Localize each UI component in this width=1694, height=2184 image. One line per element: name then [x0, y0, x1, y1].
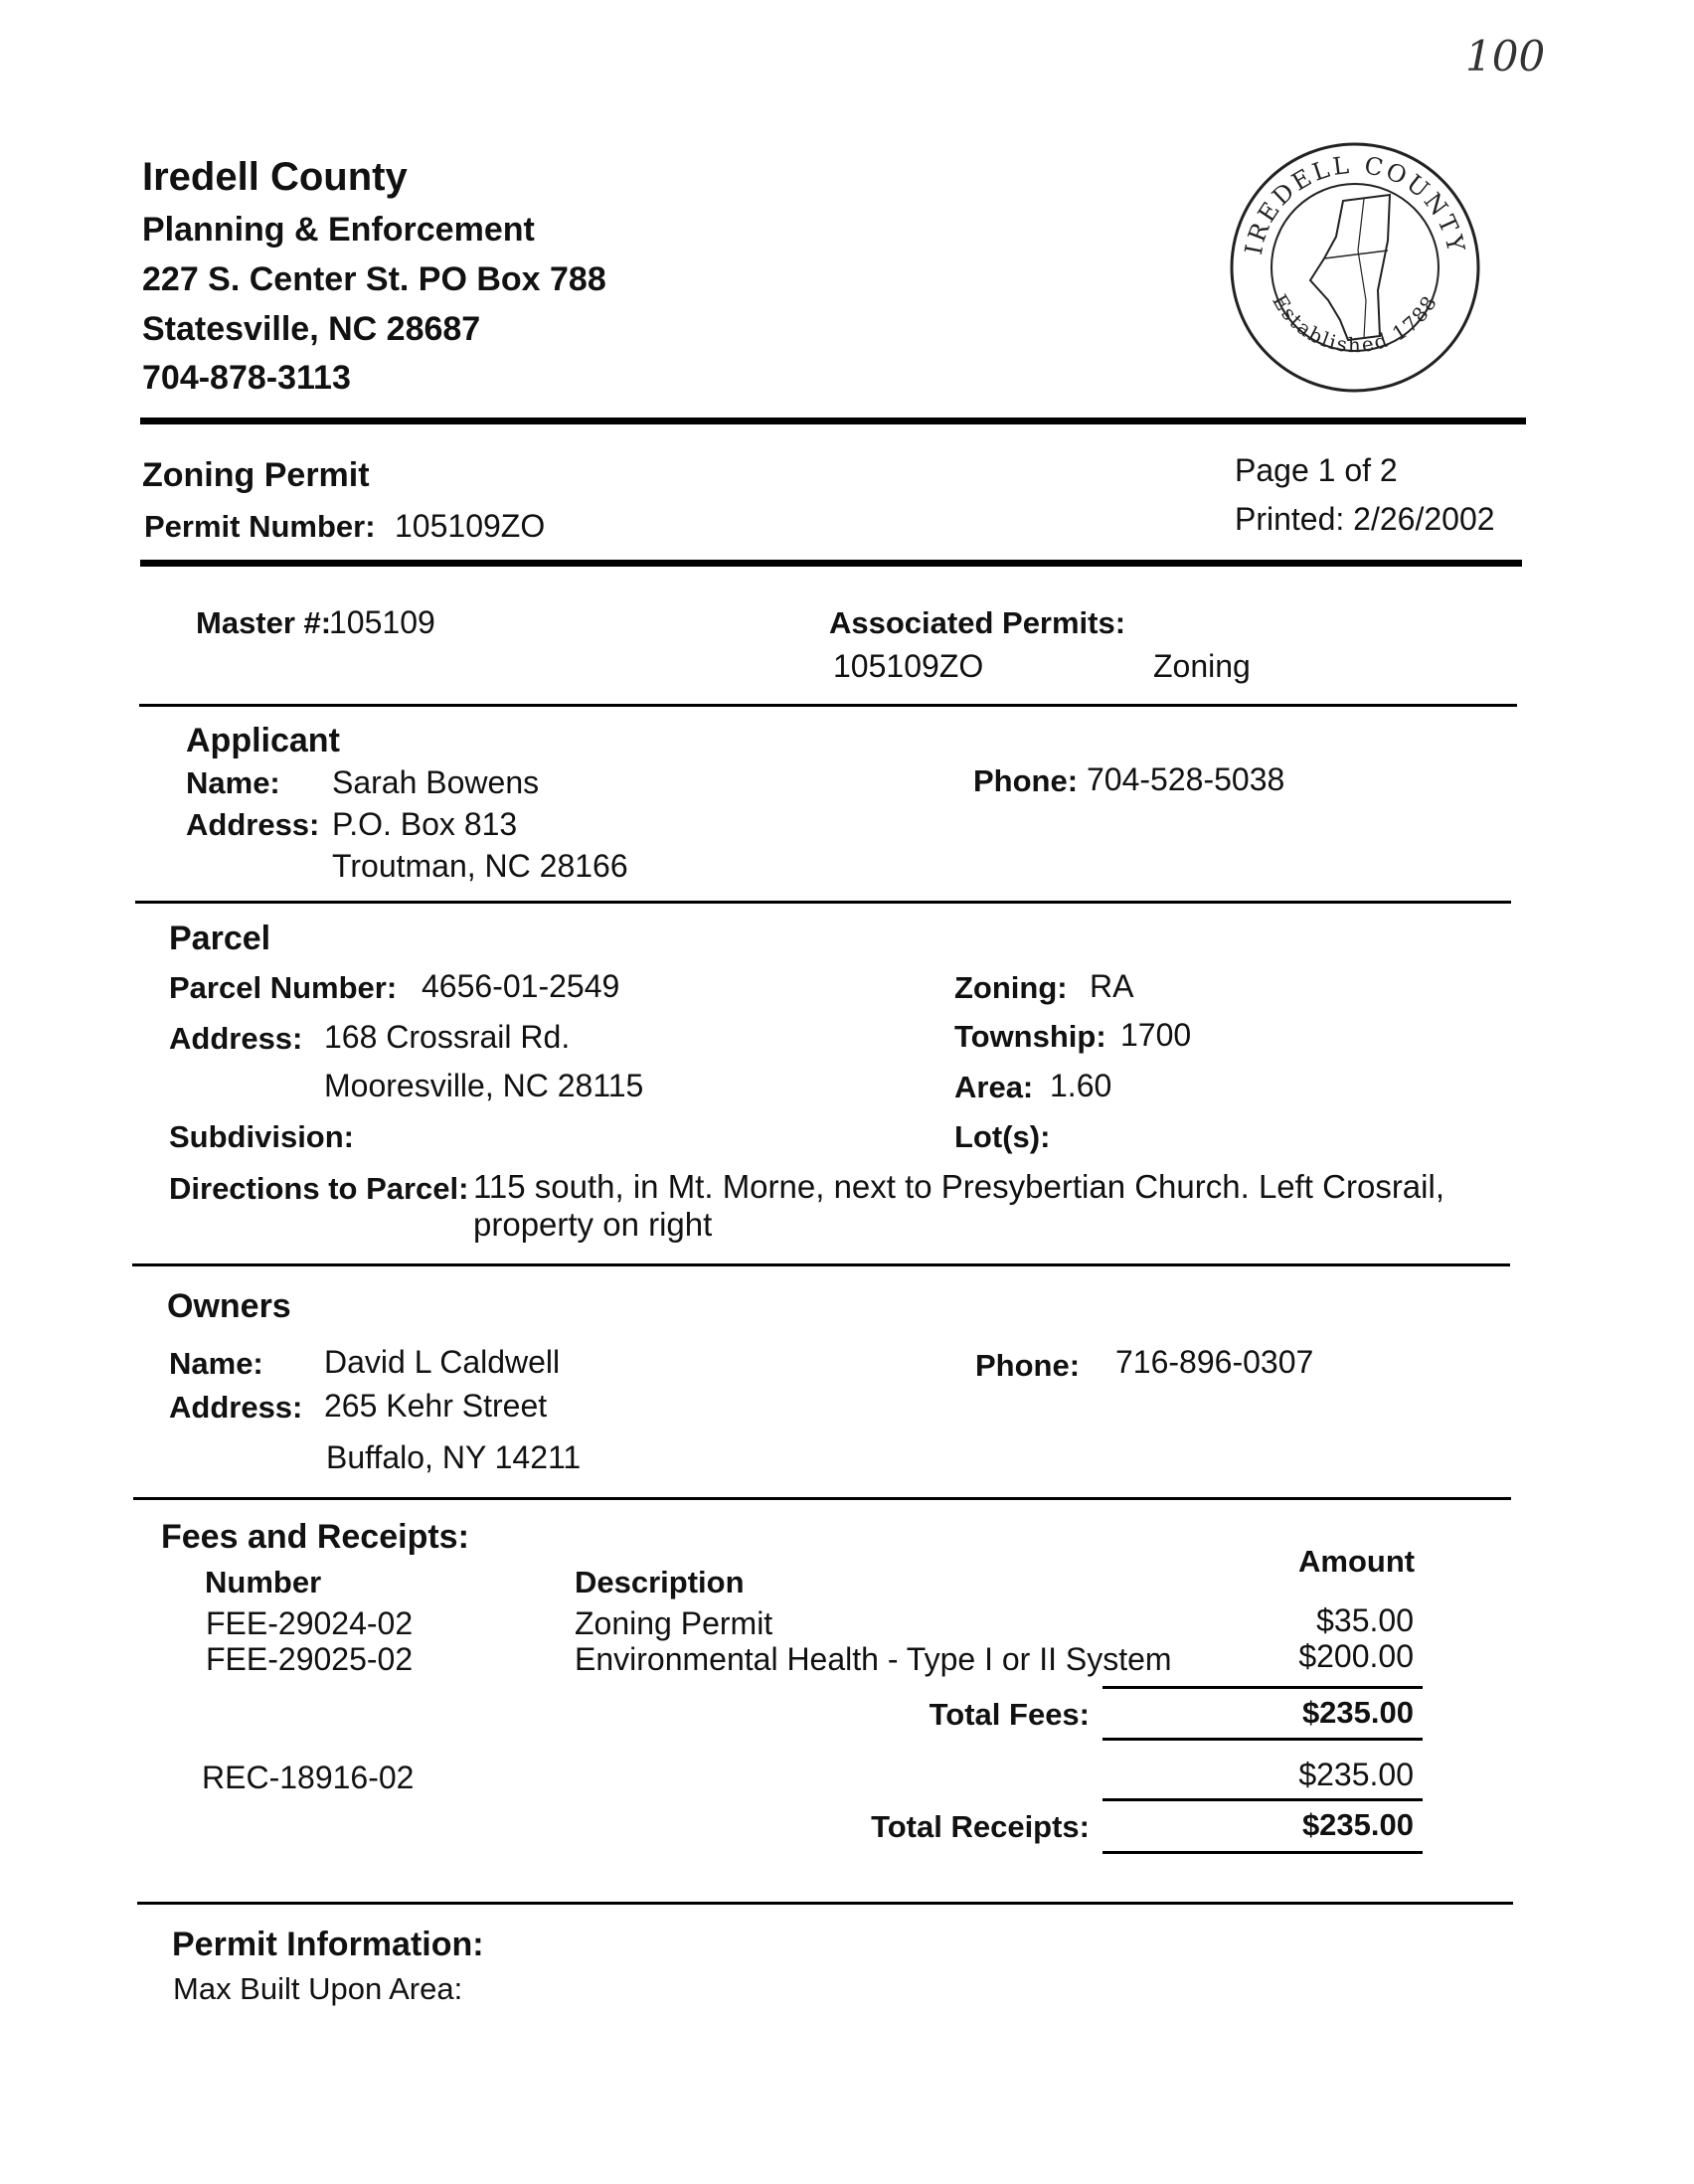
- area-value: 1.60: [1050, 1068, 1112, 1103]
- master-number: 105109: [329, 604, 435, 640]
- applicant-name: Sarah Bowens: [332, 764, 540, 800]
- master-label: Master #:: [196, 605, 332, 640]
- fee-amount: $35.00: [1316, 1602, 1414, 1638]
- fee-number: FEE-29025-02: [206, 1641, 414, 1677]
- subdivision-label: Subdivision:: [169, 1119, 354, 1154]
- applicant-address-line1: P.O. Box 813: [332, 806, 518, 842]
- amount-rule: [1102, 1851, 1423, 1854]
- amount-rule: [1102, 1686, 1423, 1689]
- applicant-address-label: Address:: [186, 807, 320, 842]
- applicant-heading: Applicant: [186, 722, 340, 759]
- amount-rule: [1102, 1798, 1423, 1801]
- total-receipts-label: Total Receipts:: [871, 1809, 1090, 1844]
- header-divider: [140, 418, 1526, 424]
- handwritten-note: 100: [1465, 32, 1546, 81]
- directions-label: Directions to Parcel:: [169, 1171, 469, 1206]
- permit-divider: [140, 560, 1522, 567]
- owner-address-label: Address:: [169, 1390, 303, 1425]
- owner-address-line2: Buffalo, NY 14211: [326, 1439, 582, 1475]
- permit-title: Zoning Permit: [142, 456, 370, 494]
- lots-label: Lot(s):: [954, 1119, 1051, 1154]
- owner-phone: 716-896-0307: [1115, 1344, 1314, 1380]
- fees-col-amount: Amount: [1298, 1544, 1416, 1579]
- zoning-value: RA: [1090, 968, 1134, 1004]
- directions-line2: property on right: [473, 1206, 713, 1243]
- section-divider: [137, 1902, 1513, 1905]
- parcel-address-label: Address:: [169, 1021, 303, 1056]
- county-name: Iredell County: [142, 155, 408, 199]
- owner-name-label: Name:: [169, 1346, 263, 1381]
- parcel-number-label: Parcel Number:: [169, 970, 398, 1005]
- applicant-phone: 704-528-5038: [1087, 761, 1285, 797]
- township-value: 1700: [1120, 1017, 1192, 1053]
- applicant-phone-label: Phone:: [973, 763, 1079, 798]
- area-label: Area:: [954, 1070, 1034, 1104]
- office-phone: 704-878-3113: [142, 359, 351, 397]
- zoning-label: Zoning:: [954, 970, 1068, 1005]
- owner-address-line1: 265 Kehr Street: [324, 1388, 548, 1424]
- parcel-address-line2: Mooresville, NC 28115: [324, 1068, 644, 1103]
- county-seal: [1229, 141, 1481, 394]
- fees-col-description: Description: [575, 1565, 745, 1599]
- permit-info-heading: Permit Information:: [172, 1926, 484, 1963]
- fee-description: Environmental Health - Type I or II System: [575, 1641, 1172, 1677]
- associated-permits-label: Associated Permits:: [829, 605, 1126, 640]
- amount-rule: [1102, 1738, 1423, 1741]
- associated-permit-type: Zoning: [1153, 648, 1251, 684]
- owner-phone-label: Phone:: [975, 1348, 1081, 1383]
- fee-number: FEE-29024-02: [206, 1605, 414, 1641]
- fee-description: Zoning Permit: [575, 1605, 773, 1641]
- total-receipts-value: $235.00: [1301, 1807, 1414, 1842]
- fee-amount: $200.00: [1298, 1638, 1414, 1674]
- fees-col-number: Number: [205, 1565, 322, 1599]
- receipt-amount: $235.00: [1298, 1757, 1414, 1792]
- permit-number-label: Permit Number:: [144, 509, 376, 544]
- section-divider: [132, 1263, 1510, 1266]
- printed-date: Printed: 2/26/2002: [1235, 501, 1495, 537]
- total-fees-label: Total Fees:: [929, 1697, 1090, 1732]
- parcel-heading: Parcel: [169, 920, 271, 957]
- applicant-address-line2: Troutman, NC 28166: [332, 848, 628, 884]
- street-address: 227 S. Center St. PO Box 788: [142, 260, 606, 298]
- seal-top-text: IREDELL COUNTY: [1239, 150, 1471, 257]
- city-address: Statesville, NC 28687: [142, 310, 481, 348]
- parcel-address-line1: 168 Crossrail Rd.: [324, 1019, 571, 1055]
- receipt-number: REC-18916-02: [202, 1760, 415, 1795]
- section-divider: [139, 704, 1517, 707]
- township-label: Township:: [954, 1019, 1106, 1054]
- fees-heading: Fees and Receipts:: [161, 1518, 469, 1556]
- parcel-number: 4656-01-2549: [422, 968, 620, 1004]
- owner-name: David L Caldwell: [324, 1344, 561, 1380]
- section-divider: [135, 901, 1511, 904]
- associated-permit-number: 105109ZO: [833, 648, 984, 684]
- total-fees-value: $235.00: [1301, 1695, 1414, 1730]
- county-map-outline: [1310, 195, 1390, 340]
- page-indicator: Page 1 of 2: [1235, 452, 1398, 488]
- max-built-area-label: Max Built Upon Area:: [173, 1971, 463, 2006]
- directions-line1: 115 south, in Mt. Morne, next to Presybertian Church. Left Crosrail,: [473, 1168, 1444, 1205]
- department: Planning & Enforcement: [142, 211, 535, 249]
- owners-heading: Owners: [167, 1287, 291, 1325]
- section-divider: [133, 1497, 1511, 1500]
- seal-bottom-text: Established 1788: [1268, 289, 1442, 358]
- permit-number: 105109ZO: [395, 508, 546, 544]
- applicant-name-label: Name:: [186, 765, 280, 800]
